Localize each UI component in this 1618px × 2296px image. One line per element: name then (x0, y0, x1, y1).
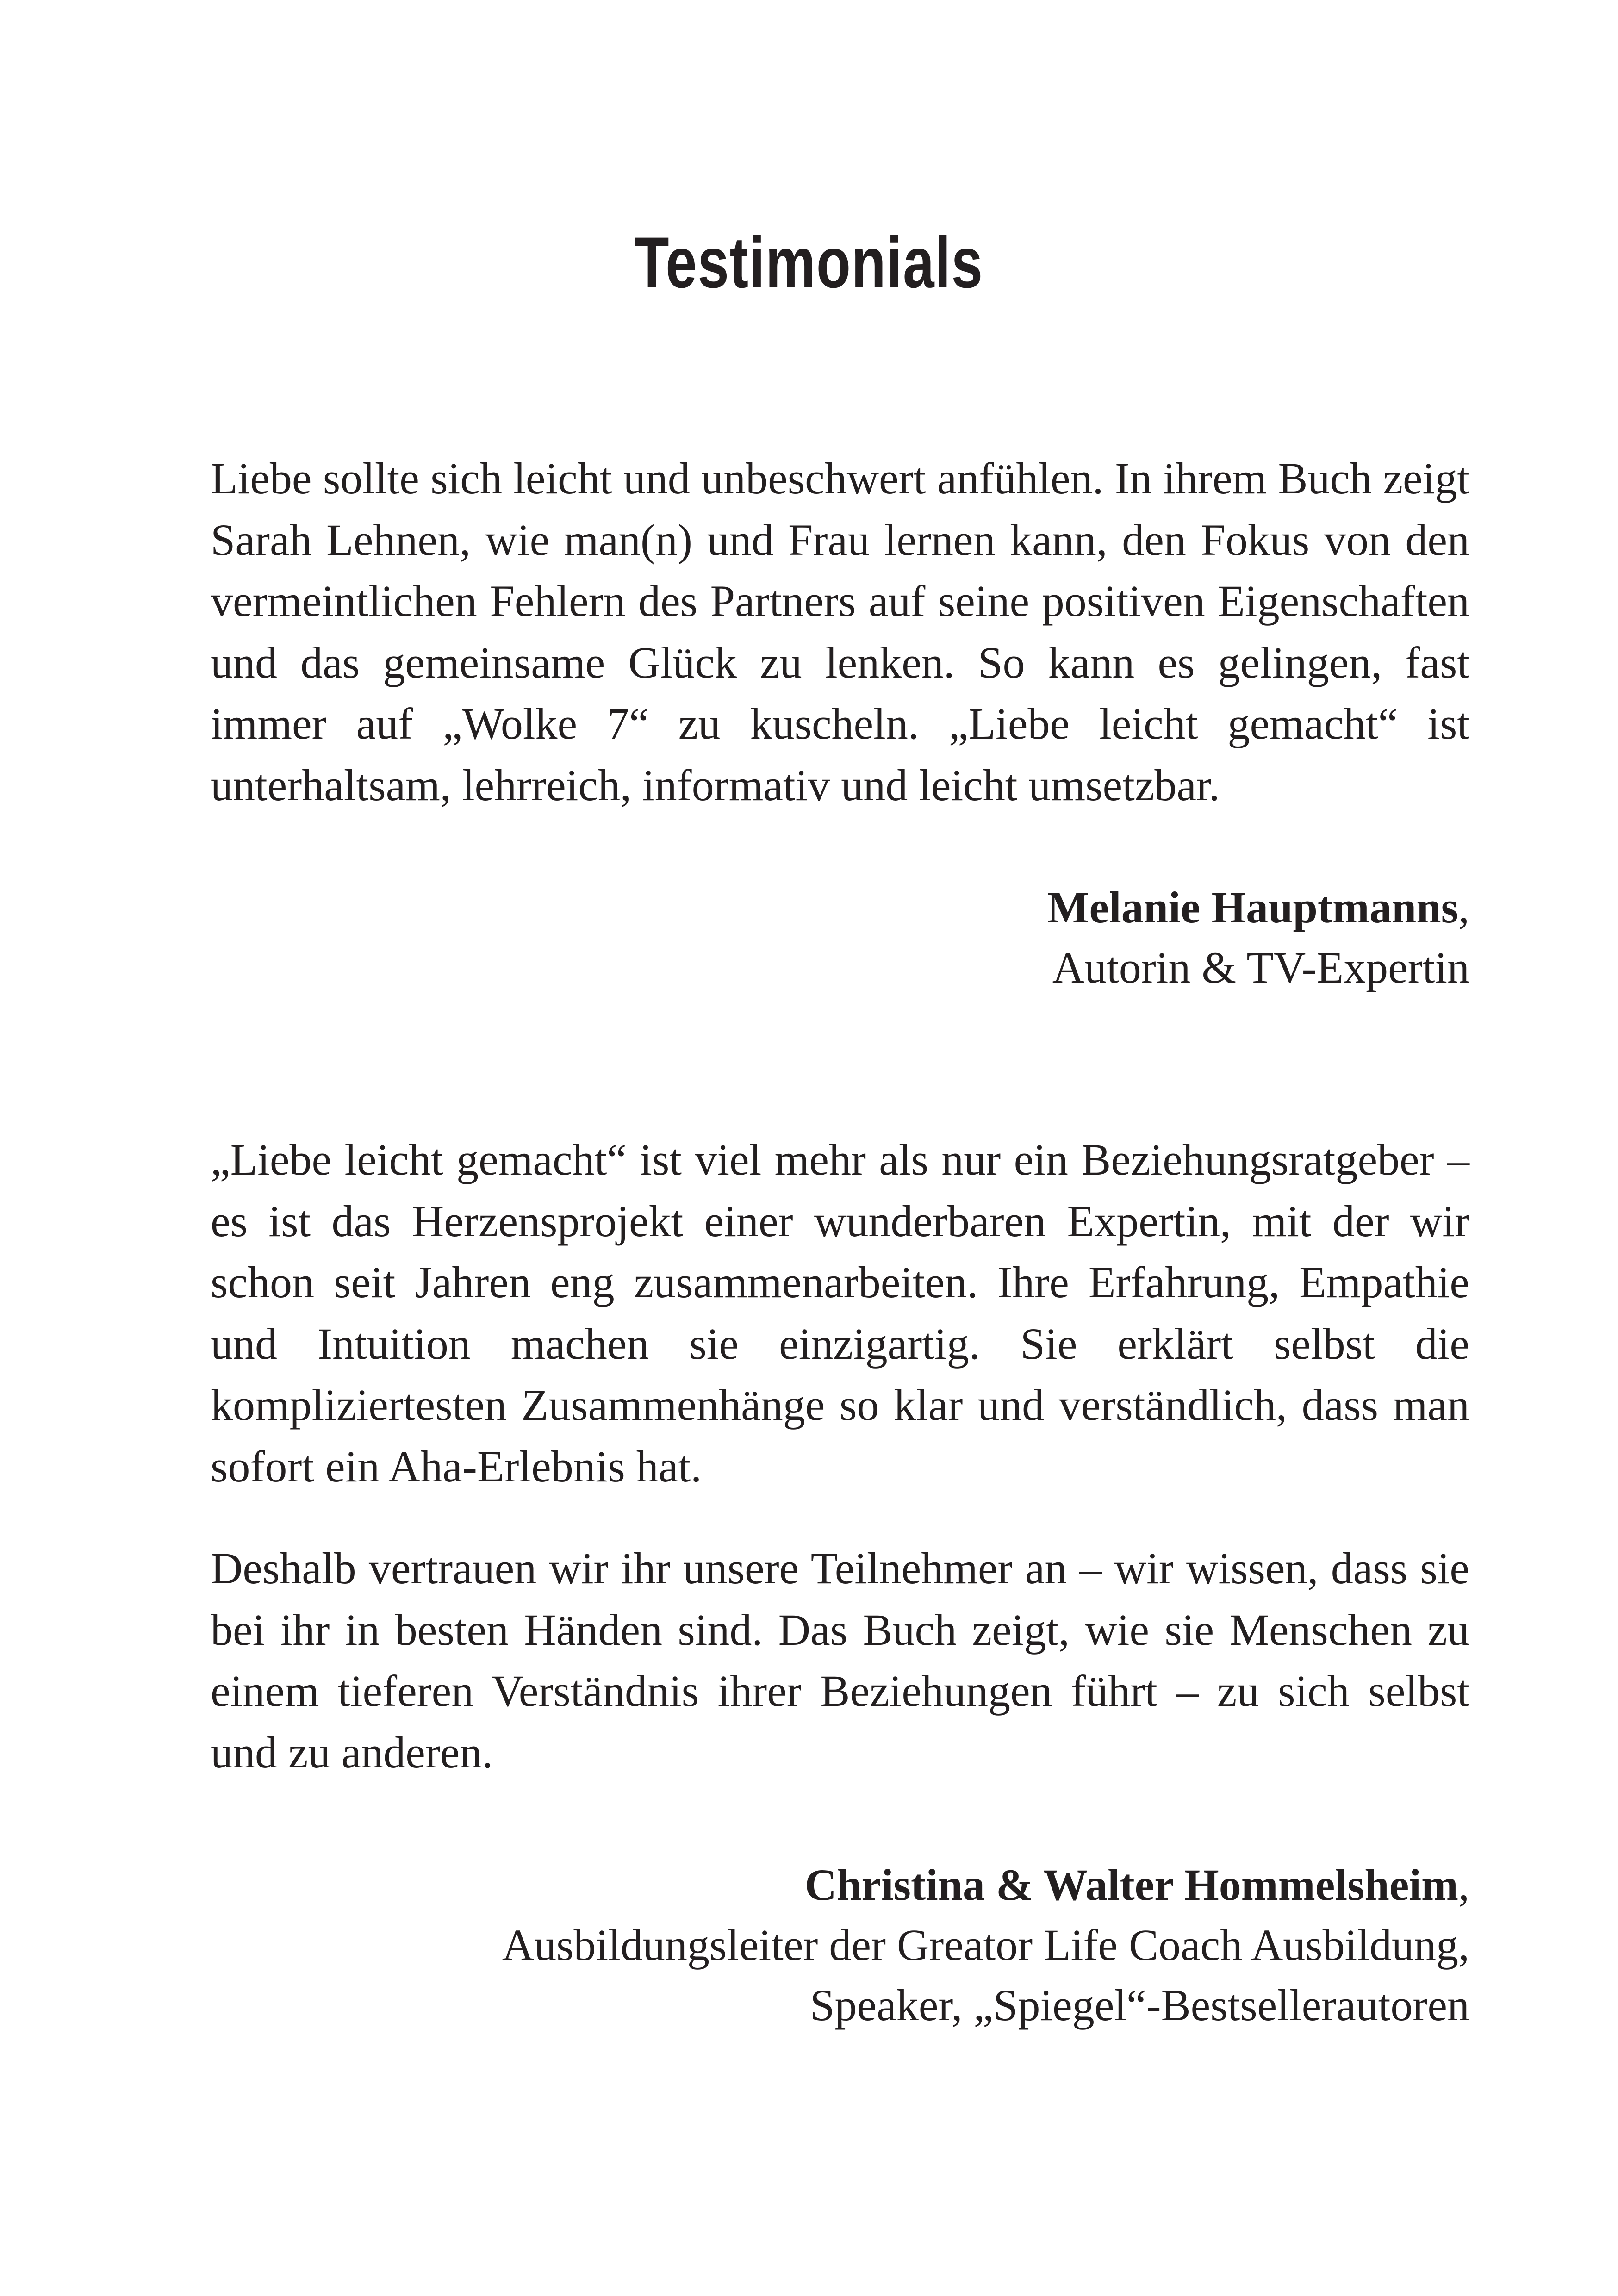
testimonial-2-role-1: Ausbildungsleiter der Greator Life Coach Ausbildung, (502, 1920, 1469, 1970)
testimonial-2-author: Christina & Walter Hommelsheim (804, 1860, 1458, 1910)
testimonial-1-attribution (1047, 877, 1469, 998)
testimonial-2-role-2: Speaker, „Spiegel“-Bestsellerautoren (810, 1980, 1469, 2030)
testimonial-2-attribution (502, 1855, 1469, 2035)
testimonial-2-author-line (502, 1855, 1469, 1915)
page-title: Testimonials (635, 223, 983, 303)
testimonial-1-author: Melanie Hauptmanns (1047, 883, 1458, 932)
testimonial-1-author-separator: , (1458, 883, 1469, 932)
testimonial-2-paragraph-1: „Liebe leicht gemacht“ ist viel mehr als nur ein Beziehungsratgeber – es ist das Herzensprojekt einer wunderbaren Expertin, mit der wir schon seit Jahren eng zusammenarbeiten. Ihre Erfahrung, Empathie und Intuition machen sie einzigartig. Sie erklärt selbst die kompliziertesten Zusammenhänge so klar und verständlich, dass man sofort ein Aha-Erlebnis hat. (211, 1135, 1469, 1491)
testimonial-1-author-line (1047, 877, 1469, 938)
testimonial-2-paragraph-2: Deshalb vertrauen wir ihr unsere Teilnehmer an – wir wissen, dass sie bei ihr in besten Händen sind. Das Buch zeigt, wie sie Menschen zu einem tieferen Verständnis ihrer Beziehungen führt – zu sich selbst und zu anderen. (211, 1543, 1469, 1777)
testimonial-2-author-separator: , (1458, 1860, 1469, 1910)
testimonial-1-paragraph-1: Liebe sollte sich leicht und unbeschwert anfühlen. In ihrem Buch zeigt Sarah Lehnen, wie man(n) und Frau lernen kann, den Fokus von den vermeintlichen Fehlern des Partners auf seine positiven Eigenschaften und das gemeinsame Glück zu lenken. So kann es gelingen, fast immer auf „Wolke 7“ zu kuscheln. „Liebe leicht gemacht“ ist unterhaltsam, lehrreich, informativ und leicht umsetzbar. (211, 454, 1469, 810)
testimonial-1-role-1: Autorin & TV-Expertin (1052, 943, 1469, 992)
